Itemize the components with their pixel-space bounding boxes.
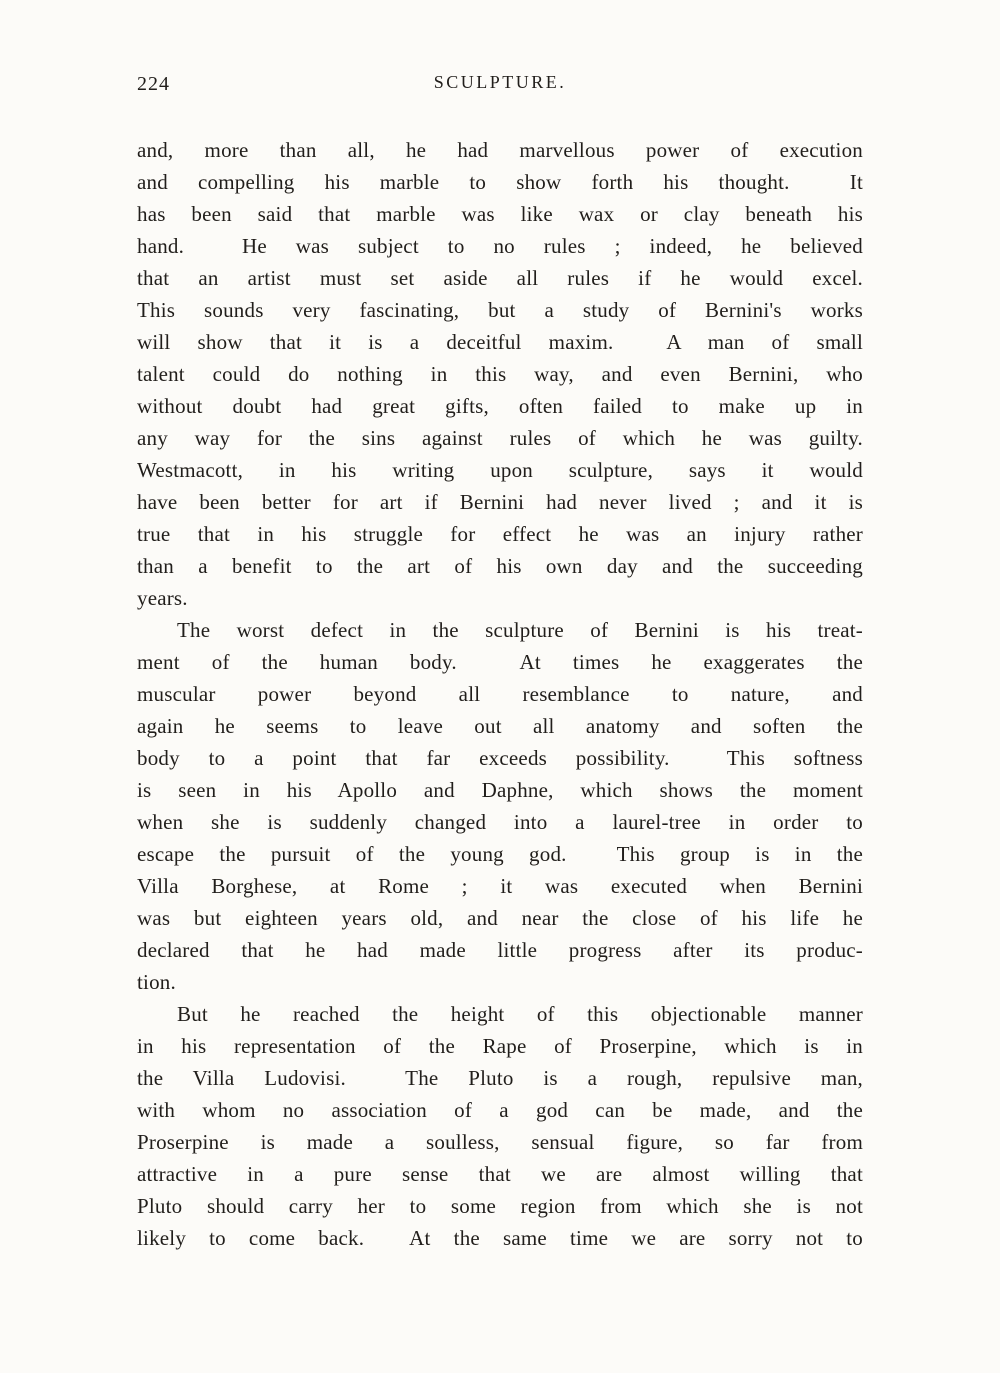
text-line: have been better for art if Bernini had never lived ; and it is <box>137 490 863 514</box>
paragraph <box>137 998 863 1254</box>
text-line: with whom no association of a god can be made, and the <box>137 1098 863 1122</box>
text-line: body to a point that far exceeds possibility. This softness <box>137 746 863 770</box>
text-line: when she is suddenly changed into a laurel-tree in order to <box>137 810 863 834</box>
text-line: hand. He was subject to no rules ; indeed, he believed <box>137 234 863 258</box>
paragraph <box>137 134 863 614</box>
text-line: The worst defect in the sculpture of Bernini is his treat- <box>177 618 863 642</box>
text-line: Villa Borghese, at Rome ; it was executed when Bernini <box>137 874 863 898</box>
text-line: in his representation of the Rape of Proserpine, which is in <box>137 1034 863 1058</box>
page-header <box>137 70 863 98</box>
text-line: years. <box>137 586 188 610</box>
text-line: that an artist must set aside all rules if he would excel. <box>137 266 863 290</box>
text-line: without doubt had great gifts, often failed to make up in <box>137 394 863 418</box>
page-body <box>137 134 863 1254</box>
text-line: is seen in his Apollo and Daphne, which shows the moment <box>137 778 863 802</box>
text-line: the Villa Ludovisi. The Pluto is a rough, repulsive man, <box>137 1066 863 1090</box>
text-line: escape the pursuit of the young god. This group is in the <box>137 842 863 866</box>
paragraph <box>137 614 863 998</box>
text-line: Pluto should carry her to some region from which she is not <box>137 1194 863 1218</box>
text-line: muscular power beyond all resemblance to nature, and <box>137 682 863 706</box>
text-line: Westmacott, in his writing upon sculpture, says it would <box>137 458 863 482</box>
page-content <box>137 70 863 1254</box>
text-line: again he seems to leave out all anatomy and soften the <box>137 714 863 738</box>
text-line: was but eighteen years old, and near the close of his life he <box>137 906 863 930</box>
text-line: has been said that marble was like wax or clay beneath his <box>137 202 863 226</box>
text-line: declared that he had made little progress after its produc- <box>137 938 863 962</box>
text-line: Proserpine is made a soulless, sensual figure, so far from <box>137 1130 863 1154</box>
text-line: ment of the human body. At times he exaggerates the <box>137 650 863 674</box>
text-line: attractive in a pure sense that we are almost willing that <box>137 1162 863 1186</box>
text-line: than a benefit to the art of his own day and the succeeding <box>137 554 863 578</box>
text-line: This sounds very fascinating, but a study of Bernini's works <box>137 298 863 322</box>
page-number: 224 <box>137 73 170 95</box>
running-title: SCULPTURE. <box>433 72 567 92</box>
text-line: tion. <box>137 970 176 994</box>
text-line: and compelling his marble to show forth his thought. It <box>137 170 863 194</box>
text-line: and, more than all, he had marvellous power of execution <box>137 138 863 162</box>
text-line: But he reached the height of this objectionable manner <box>177 1002 863 1026</box>
text-line: true that in his struggle for effect he was an injury rather <box>137 522 863 546</box>
text-line: talent could do nothing in this way, and even Bernini, who <box>137 362 863 386</box>
text-line: will show that it is a deceitful maxim. A man of small <box>137 330 863 354</box>
text-line: any way for the sins against rules of which he was guilty. <box>137 426 863 450</box>
text-line: likely to come back. At the same time we are sorry not to <box>137 1226 863 1250</box>
